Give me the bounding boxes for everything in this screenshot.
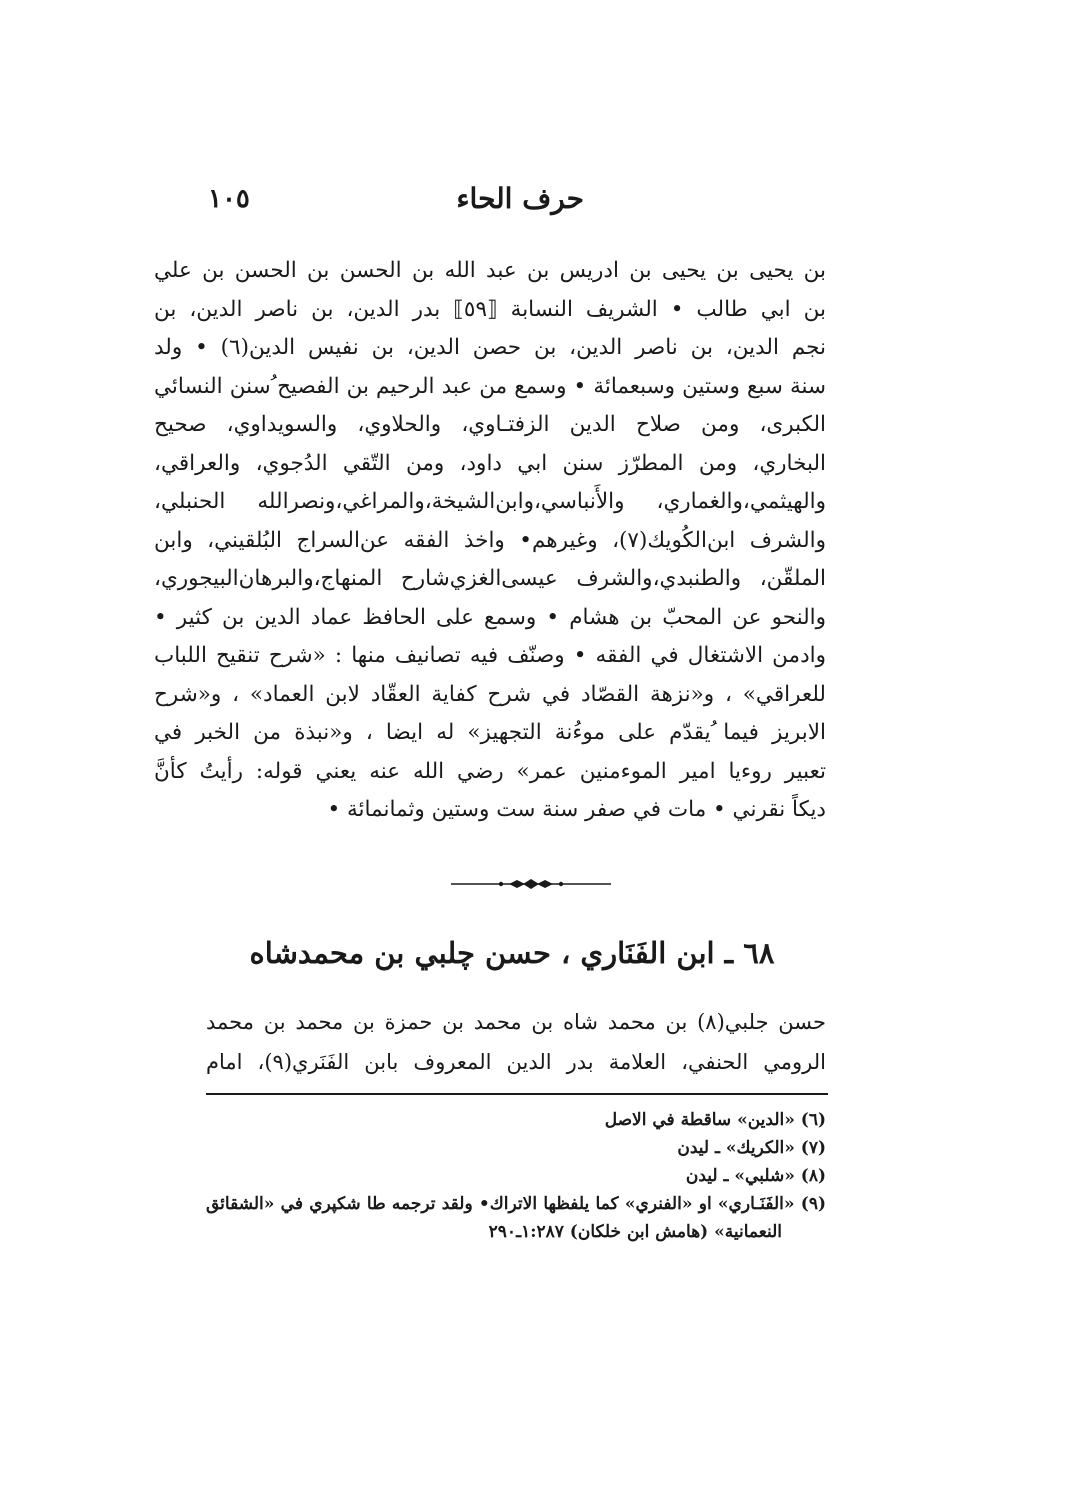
running-header: [200, 182, 824, 226]
footnotes-block: [206, 1106, 826, 1246]
footnote: (٩) «الفَنَـاري» او «الفنري» كما يلفظها الاتراك• ولقد ترجمه طا شكپري في «الشقائق: [206, 1194, 826, 1214]
text-line: نجم الدين، بن ناصر الدين، بن حصن الدين، بن نفيس الدين(٦) • ولد: [154, 335, 826, 360]
text-line-last: ديكاً نقرني • مات في صفر سنة ست وستين وثمانمائة •: [327, 797, 826, 822]
footnote: (٧) «الكريك» ـ ليدن: [677, 1138, 826, 1158]
entry-heading: ٦٨ ـ ابن الفَنَاري ، حسن چلبي بن محمدشاه: [249, 936, 775, 970]
chapter-title: حرف الحاء: [456, 182, 584, 215]
footnote: (٦) «الدين» ساقطة في الاصل: [604, 1110, 826, 1130]
entry-text-block: [206, 1002, 826, 1082]
entry-line: الرومي الحنفي، العلامة بدر الدين المعروف بابن الفَنَري(٩)، امام: [206, 1050, 826, 1074]
text-line: سنة سبع وستين وسبعمائة • وسمع من عبد الرحيم بن الفصيح ُسنن النسائي: [154, 373, 826, 399]
entry-line: حسن جلبي(٨) بن محمد شاه بن محمد بن حمزة بن محمد بن محمد: [206, 1010, 826, 1034]
main-text-block: [154, 252, 826, 830]
footnote-continuation: النعمانية» (هامش ابن خلكان) ١:٢٨٧ـ٢٩٠: [488, 1222, 782, 1242]
text-line: تعبير روءيا امير الموءمنين عمر» رضي الله عنه يعني قوله: رأيتُ كأنَّ: [154, 758, 826, 784]
text-line: بن ابي طالب • الشريف النسابة ⟦٥٩⟧ بدر الدين، بن ناصر الدين، بن: [154, 296, 826, 322]
text-line: والنحو عن المحبّ بن هشام • وسمع على الحافظ عماد الدين بن كثير •: [154, 604, 826, 630]
text-line: الكبرى، ومن صلاح الدين الزفتـاوي، والحلاوي، والسويداوي، صحيح: [154, 412, 826, 437]
text-line: والهيثمي،والغماري، والأَنباسي،وابن‌الشيخة،والمراغي،ونصرالله الحنبلي،: [154, 489, 826, 514]
section-divider-ornament: [451, 878, 611, 890]
text-line: للعراقي» ، و«نزهة القصّاد في شرح كفاية العقّاد لابن العماد» ، و«شرح: [154, 681, 826, 707]
text-line: الابريز فيما ُيقدّم على موءُنة التجهيز» له ايضا ، و«نبذة من الخبر في: [154, 720, 826, 745]
text-line: البخاري، ومن المطرّز سنن ابي داود، ومن التّقي الدُجوي، والعراقي،: [154, 450, 826, 476]
text-line: وادمن الاشتغال في الفقه • وصنّف فيه تصانيف منها : «شرح تنقيح اللباب: [154, 643, 826, 668]
text-line: بن يحيى بن يحيى بن ادريس بن عبد الله بن الحسن بن الحسن بن علي: [154, 258, 826, 283]
text-line: والشرف ابن‌الكُويك(٧)، وغيرهم• واخذ الفقه عن‌السراج البُلقيني، وابن: [154, 527, 826, 553]
footnote-separator: [206, 1093, 828, 1095]
page-number: ١٠٥: [208, 184, 250, 214]
footnote: (٨) «شلبي» ـ ليدن: [685, 1166, 826, 1186]
text-line: الملقّن، والطنبدي،والشرف عيسى‌الغزي‌شارح المنهاج،والبرهان‌البيجوري،: [154, 566, 826, 591]
